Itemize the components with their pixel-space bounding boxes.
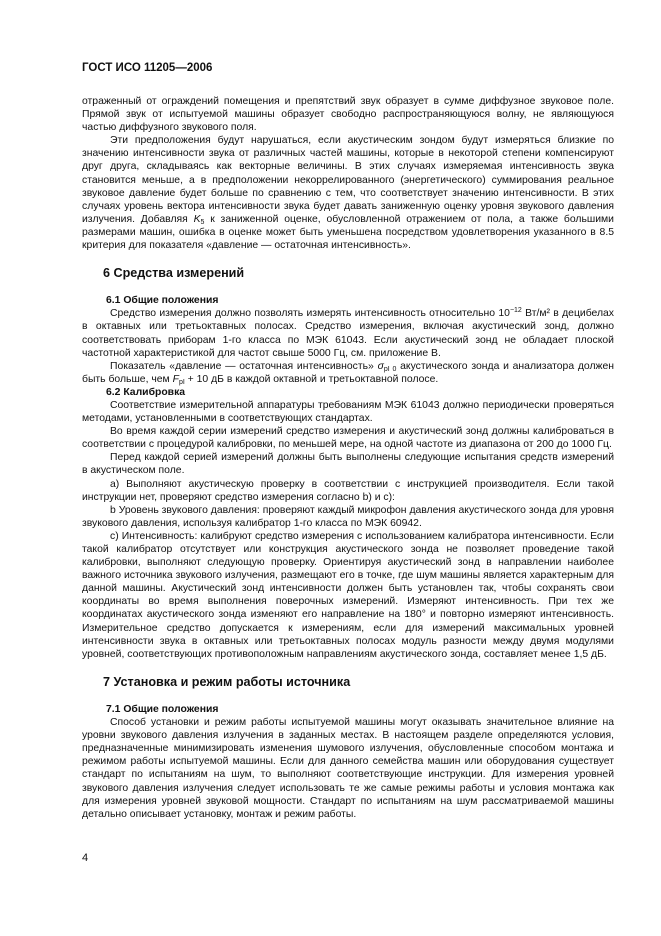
text-run: к заниженной оценке, обусловленной отражением от пола, а также большими размерами машин, ошибка в оценке может быть уменьшена посредством удовлетворения указанного в 8.5 критерия для показателя «давление — остаточная интенсивность». (82, 213, 614, 252)
document-header: ГОСТ ИСО 11205—2006 (82, 62, 213, 74)
subsection-heading: 7.1 Общие положения (106, 703, 219, 715)
section-heading: 7 Установка и режим работы источника (103, 674, 351, 689)
paragraph: Способ установки и режим работы испытуемой машины могут оказывать значительное влияние на уровни звукового давления излучения в заданных местах. В настоящем разделе определяются условия, предназначенные минимизировать изменения шумового излучения, обусловленные способом монтажа и режимом работы испытуемой машины. Если для данного семейства машин или оборудования существует стандарт по испытаниям на шум, то выполняют соответствующие инструкции. Для измерения уровней звукового давления излучения следует использовать те же самые режимы работы и условия монтажа как для измерения уровней звуковой мощности. Стандарт по испытаниям на шум рассматриваемой машины детально описывает установку, монтаж и режим работы. (82, 717, 614, 820)
paragraph: c) Интенсивность: калибруют средство измерения с использованием калибратора интенсивности. Если такой калибратор отсутствует или конструкция акустического зонда не позволяет проведение такой калибровки, выполняют следующую проверку. Ориентируя акустический зонд в направлении наиболее важного источника звукового излучения, размещают его в точке, где шум машины является характерным для данной машины. Акустический зонд интенсивности должен быть установлен так, чтобы сохранять свои координаты во время выполнения поверочных измерений. Измеряют интенсивность. При тех же координатах акустического зонда изменяют его направление на 180° и повторно измеряют интенсивность. Измерительное средство допускается к измерениям, если для измерений максимальных уровней интенсивности звука в октавных или третьоктавных полосах модуль разности между двумя модулями уровней, соответствующих противоположным направлениям акустического зонда, составляет менее 1,5 дБ. (82, 530, 614, 660)
symbol: σ (377, 360, 384, 372)
variable: F (172, 373, 179, 385)
text-run: Средство измерения должно позволять измерять интенсивность относительно 10 (110, 308, 510, 320)
paragraph: отраженный от ограждений помещения и препятствий звук образует в сумме диффузное звуковое поле. Прямой звук от испытуемой машины образует свободно распространяющуюся волну, не являющуюся частью диффузного звукового поля. (82, 96, 614, 134)
variable: K (193, 213, 201, 225)
paragraph (82, 134, 614, 252)
text-run: Вт/м² в децибелах в октавных или третьоктавных полосах. Средство измерения, включая акустический зонд, должно соответствовать приборам 1-го класса по МЭК 61043. Если акустический зонд не обладает плоской частотной характеристикой для частот свыше 5000 Гц, см. приложение В. (82, 308, 614, 359)
page-content (82, 95, 614, 821)
section-heading: 6 Средства измерений (103, 266, 245, 281)
subscript: pI 0 (383, 365, 397, 373)
subsection-heading: 6.1 Общие положения (106, 295, 219, 307)
page-number: 4 (82, 852, 89, 864)
paragraph: Во время каждой серии измерений средство измерения и акустический зонд должны калиброваться в соответствии с процедурой калибровки, по меньшей мере, на одной частоте из диапазона от 200 до 1000 Гц. (82, 426, 614, 451)
paragraph: Соответствие измерительной аппаратуры требованиям МЭК 61043 должно периодически проверяться методами, установленными в соответствующих стандартах. (82, 399, 614, 425)
paragraph (82, 307, 614, 359)
subscript: pI (178, 378, 185, 386)
paragraph: а) Выполняют акустическую проверку в соответствии с инструкцией производителя. Если такой инструкции нет, проверяют средство измерения согласно b) и c): (82, 478, 614, 503)
superscript: −12 (509, 307, 522, 315)
subscript: 5 (200, 218, 205, 226)
paragraph: Перед каждой серией измерений должны быть выполнены следующие испытания средств измерений в акустическом поле. (82, 452, 614, 477)
paragraph: b Уровень звукового давления: проверяют каждый микрофон давления акустического зонда для уровня звукового давления, используя калибратор 1-го класса по МЭК 60942. (82, 504, 614, 529)
subsection-heading: 6.2 Калибровка (106, 386, 186, 398)
text-run: Эти предположения будут нарушаться, если акустическим зондом будут измеряться близкие по значению интенсивности звука от различных частей машины, которые в некоторой степени компенсируют друг друга, складываясь как векторные величины. В этих случаях измеряемая интенсивность звука становится меньше, а в предположении некоррелированного (энергетического) суммирования реальное звуковое давление будет больше по сравнению с тем, что соответствует значению интенсивности. В этих случаях уровень вектора интенсивности звука будет давать заниженную оценку уровня звукового давления излучения. Добавляя (82, 135, 614, 225)
text-run: акустического зонда и анализатора должен быть больше, чем (82, 360, 614, 385)
text-run: Показатель «давление — остаточная интенсивность» (110, 360, 374, 372)
paragraph (82, 360, 614, 386)
text-run: + 10 дБ в каждой октавной и третьоктавной полосе. (187, 373, 439, 385)
